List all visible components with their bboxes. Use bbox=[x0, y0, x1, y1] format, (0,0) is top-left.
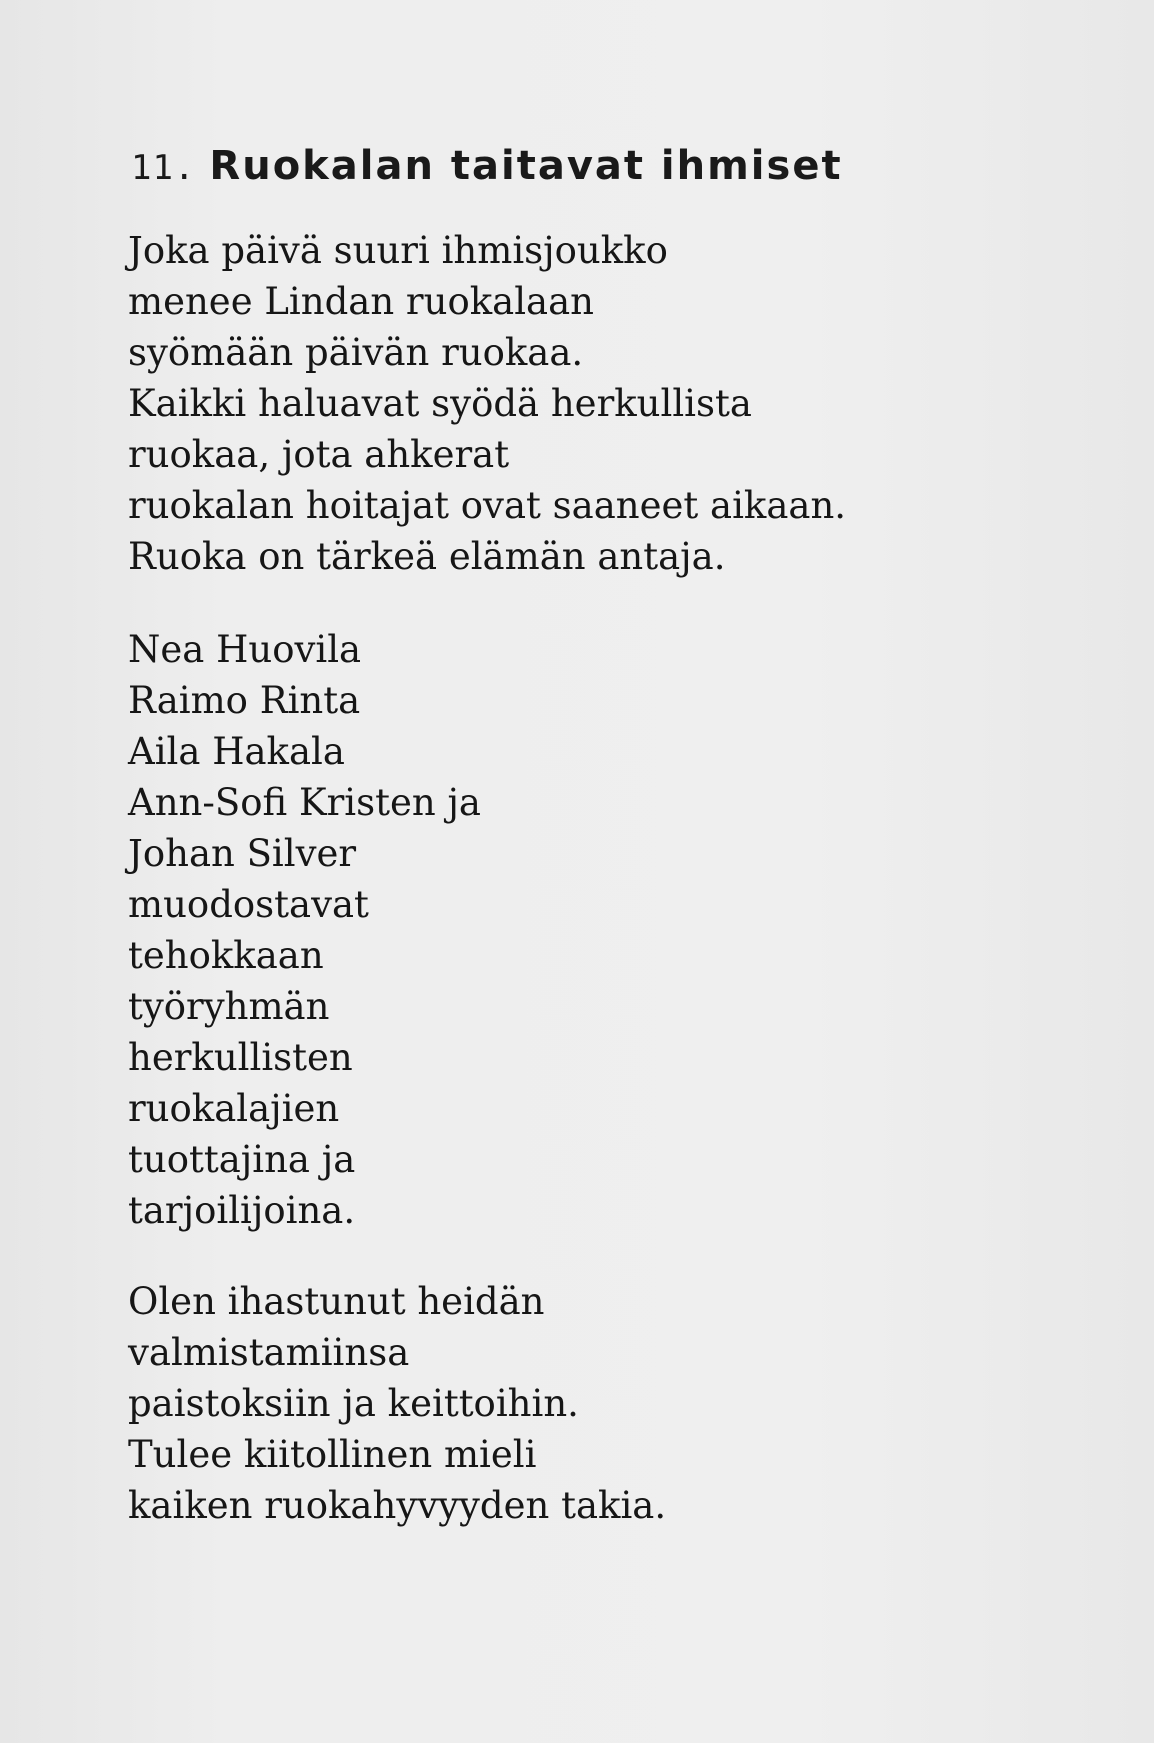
poem-line: ruokalajien bbox=[128, 1087, 340, 1130]
poem-line: kaiken ruokahyvyyden takia. bbox=[128, 1484, 667, 1527]
poem-line: ruokaa, jota ahkerat bbox=[128, 433, 510, 476]
stanza-2 bbox=[128, 624, 481, 1236]
poem-line: tuottajina ja bbox=[128, 1138, 356, 1181]
poem-line: Joka päivä suuri ihmisjoukko bbox=[128, 229, 668, 272]
stanza-1 bbox=[128, 225, 846, 582]
poem-line: Aila Hakala bbox=[128, 730, 345, 773]
poem-line: menee Lindan ruokalaan bbox=[128, 280, 594, 323]
poem-line: Raimo Rinta bbox=[128, 679, 361, 722]
poem-line: Johan Silver bbox=[128, 832, 357, 875]
poem-line: työryhmän bbox=[128, 985, 330, 1028]
poem-line: syömään päivän ruokaa. bbox=[128, 331, 584, 374]
poem-line: tarjoilijoina. bbox=[128, 1189, 356, 1232]
poem-title bbox=[131, 139, 843, 195]
poem-line: Ann-Sofi Kristen ja bbox=[128, 781, 481, 824]
poem-line: ruokalan hoitajat ovat saaneet aikaan. bbox=[128, 484, 847, 527]
poem-line: herkullisten bbox=[128, 1036, 353, 1079]
poem-line: Nea Huovila bbox=[128, 628, 362, 671]
poem-line: tehokkaan bbox=[128, 934, 324, 977]
poem-line: Tulee kiitollinen mieli bbox=[128, 1433, 537, 1476]
poem-line: valmistamiinsa bbox=[128, 1331, 410, 1374]
poem-line: Ruoka on tärkeä elämän antaja. bbox=[128, 535, 726, 578]
stanza-3 bbox=[128, 1276, 666, 1531]
poem-line: Olen ihastunut heidän bbox=[128, 1280, 545, 1323]
poem-title-text: Ruokalan taitavat ihmiset bbox=[209, 142, 843, 189]
poem-number: 11. bbox=[131, 147, 196, 188]
poem-line: paistoksiin ja keittoihin. bbox=[128, 1382, 579, 1425]
poem-line: Kaikki haluavat syödä herkullista bbox=[128, 382, 752, 425]
poem-line: muodostavat bbox=[128, 883, 369, 926]
